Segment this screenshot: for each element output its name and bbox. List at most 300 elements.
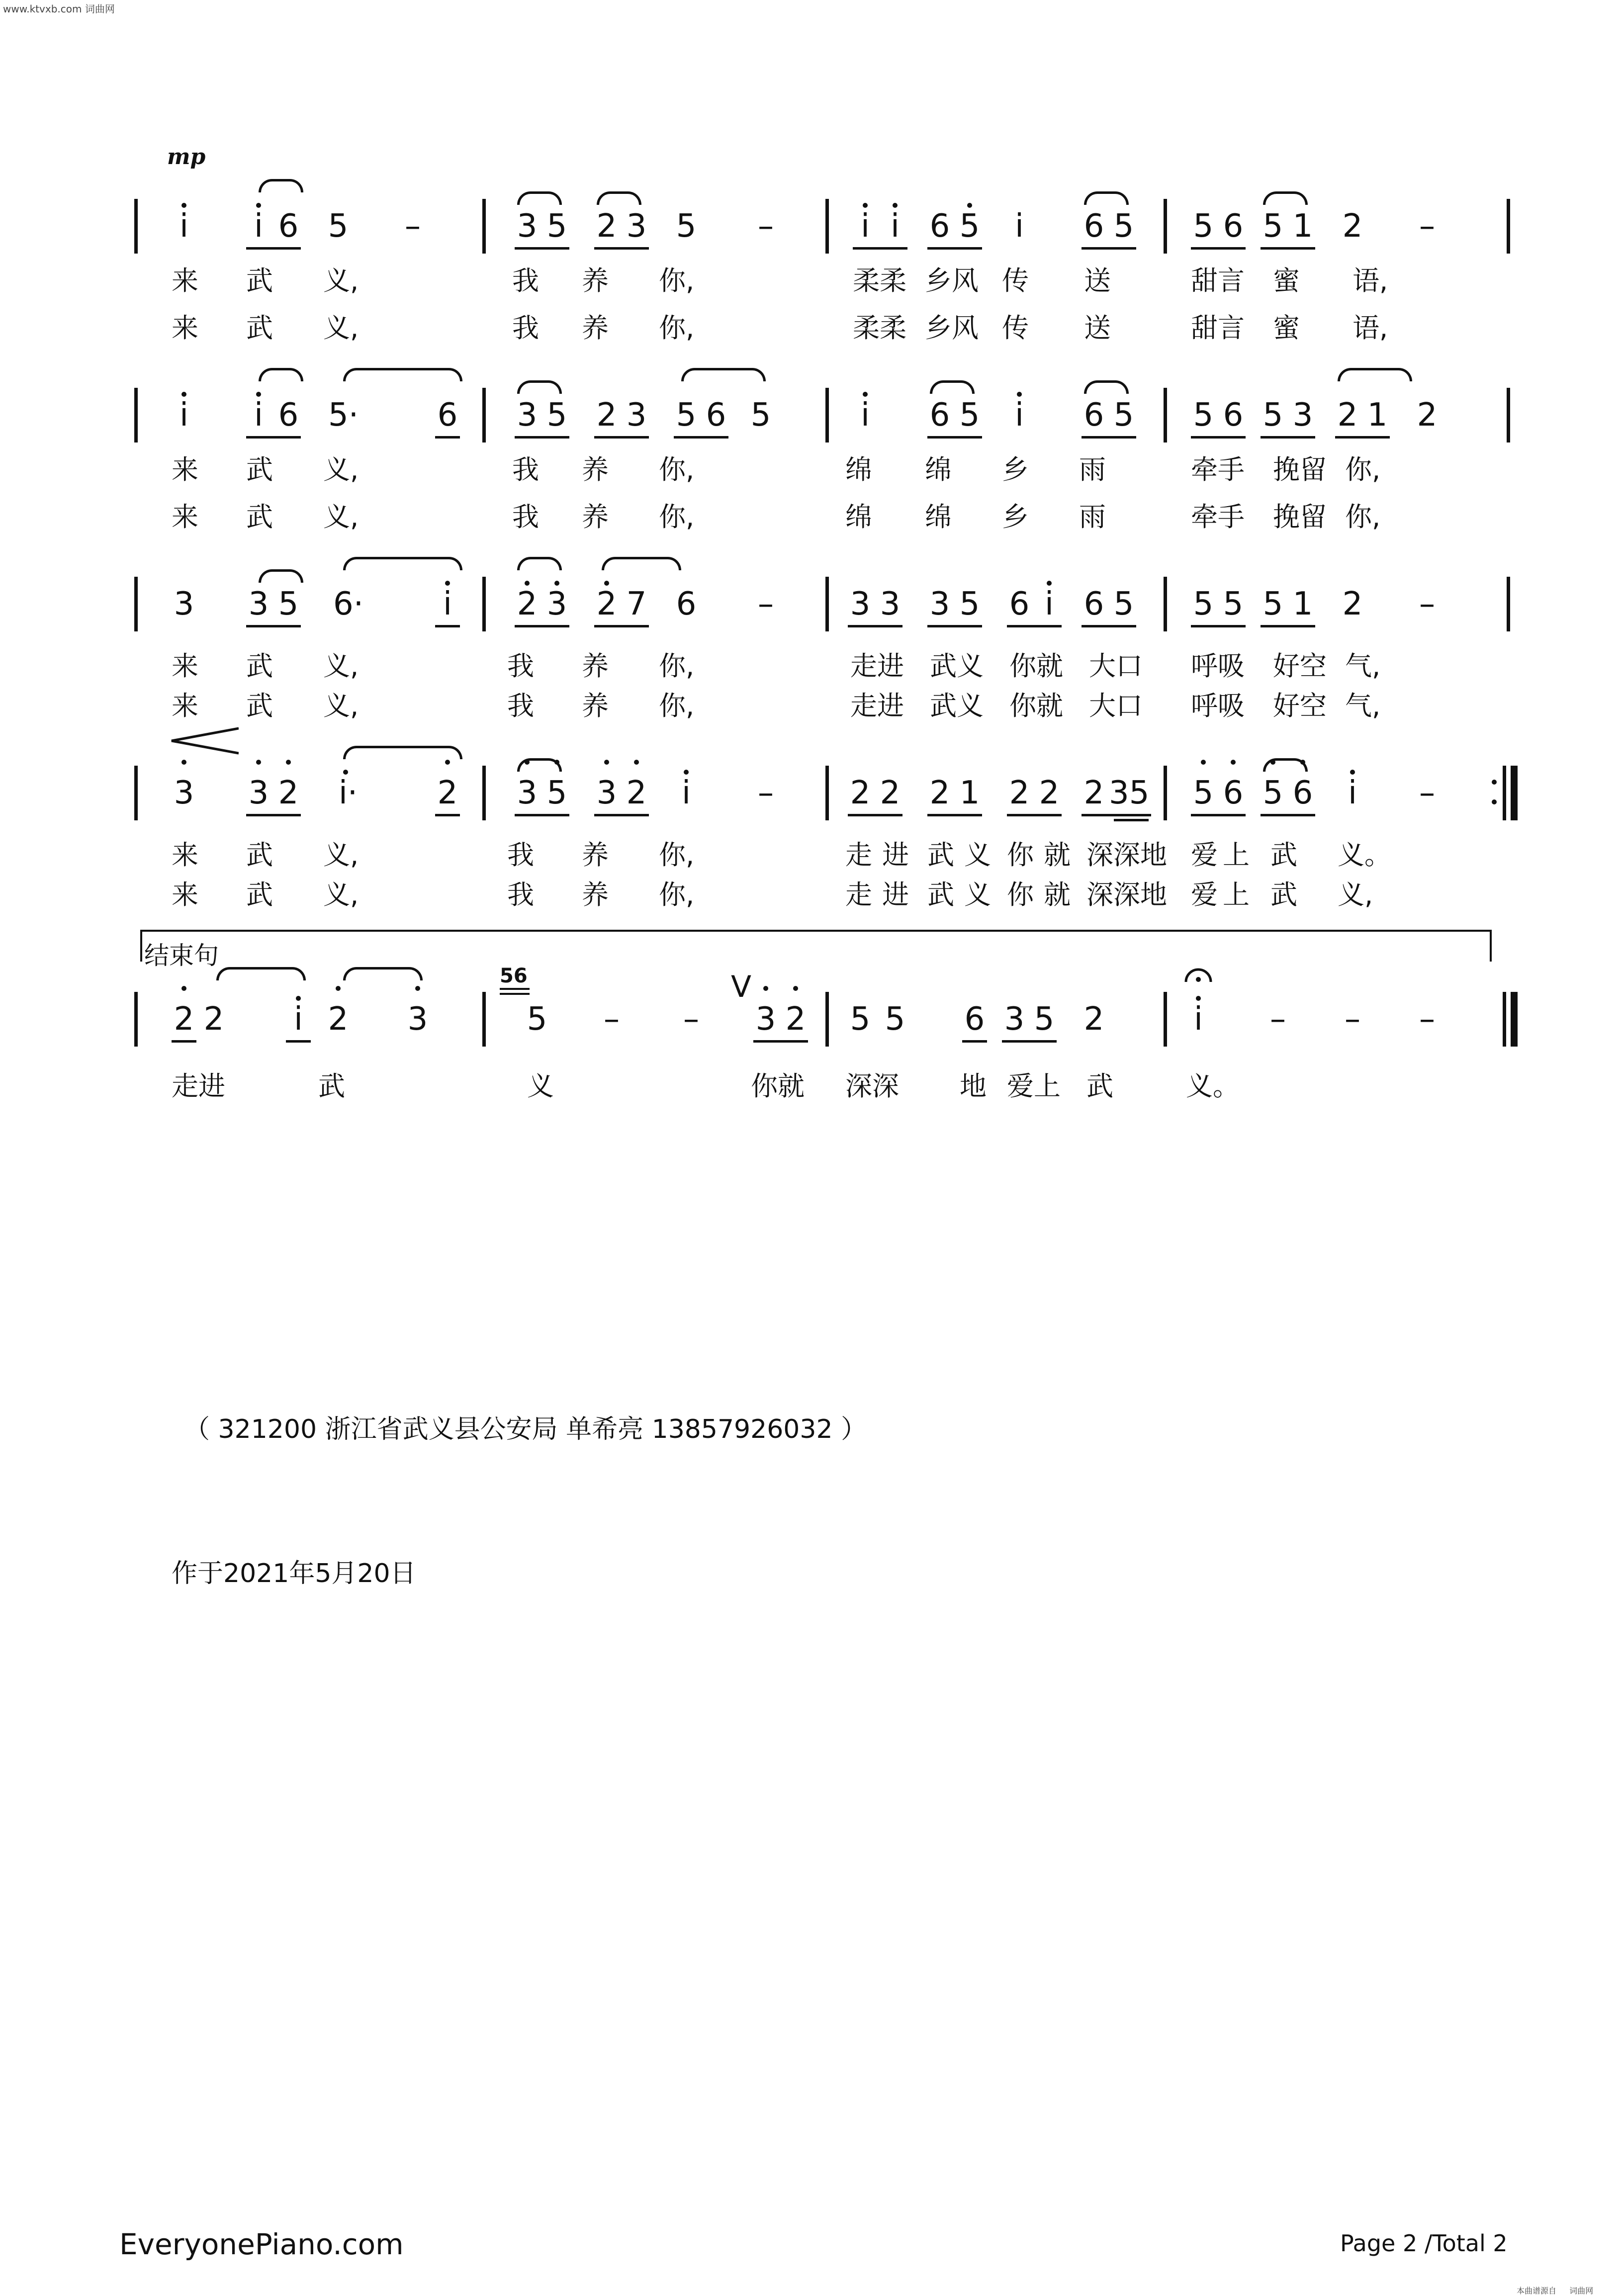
note: 3 xyxy=(248,586,269,622)
lyric: 爱上 xyxy=(1191,879,1255,910)
note: 5 xyxy=(328,208,349,245)
lyric: 义 xyxy=(527,1070,554,1102)
note: i xyxy=(180,208,188,245)
low-dot xyxy=(336,986,341,991)
ending-label: 结束句 xyxy=(144,941,219,970)
underline xyxy=(1191,436,1246,439)
high-dot xyxy=(1350,770,1355,775)
note: 2 xyxy=(174,1001,194,1038)
lyric: 雨 xyxy=(1079,454,1106,485)
lyric: 武义 xyxy=(927,839,1001,871)
note: 5 xyxy=(1193,586,1214,622)
low-dot xyxy=(1201,760,1206,765)
lyric: 语, xyxy=(1352,312,1388,344)
lyric: 牵手 xyxy=(1191,454,1245,485)
lyric: 地 xyxy=(960,1070,987,1102)
note: 5 xyxy=(959,586,980,622)
lyric: 绵 xyxy=(845,454,872,485)
note: 5 xyxy=(1223,586,1244,622)
lyric: 走进 xyxy=(850,690,904,721)
underline xyxy=(962,1040,987,1043)
underline xyxy=(594,814,649,816)
note: 2 xyxy=(1342,208,1363,245)
note: 5· xyxy=(328,397,359,434)
note: 3 xyxy=(596,775,617,811)
underline xyxy=(515,814,569,816)
lyric: 义。 xyxy=(1338,839,1391,871)
lyric: 我 xyxy=(512,312,539,344)
lyric: 柔柔 xyxy=(853,312,906,344)
slur xyxy=(259,368,303,381)
note: 6 xyxy=(278,397,299,434)
note: 2 xyxy=(929,775,950,811)
lyric: 我 xyxy=(507,879,534,910)
lyric: 好空 xyxy=(1273,690,1327,721)
note: 2 xyxy=(785,1001,806,1038)
notes-row-2 xyxy=(134,388,1517,447)
lyric: 爱上 xyxy=(1007,1070,1061,1102)
slur xyxy=(517,380,562,394)
high-dot xyxy=(684,770,689,775)
lyric: 你, xyxy=(659,879,695,910)
underline xyxy=(1082,436,1136,439)
high-dot xyxy=(181,203,186,208)
lyrics-row-5-line-1 xyxy=(0,1069,1623,1104)
note: 6 xyxy=(278,208,299,245)
low-dot xyxy=(763,986,768,991)
low-dot xyxy=(181,986,186,991)
note: 2 xyxy=(596,586,617,622)
note: 5 xyxy=(1113,586,1134,622)
underline xyxy=(515,625,569,627)
notes-row-4 xyxy=(134,766,1517,825)
note: 3 xyxy=(517,775,538,811)
note: 1 xyxy=(1367,397,1388,434)
slur xyxy=(1263,758,1308,772)
lyric: 你, xyxy=(659,454,695,485)
underline xyxy=(435,436,460,439)
low-dot xyxy=(181,760,186,765)
high-dot xyxy=(525,581,530,586)
lyric: 养 xyxy=(582,312,609,344)
note: 6 xyxy=(1223,397,1244,434)
lyric: 你, xyxy=(659,312,695,344)
high-dot xyxy=(181,392,186,397)
note: i xyxy=(1015,208,1024,245)
note: 3 xyxy=(755,1001,776,1038)
high-dot xyxy=(296,996,301,1001)
date-note: 作于2021年5月20日 xyxy=(172,1559,416,1589)
notes-row-3 xyxy=(134,577,1517,636)
note: 3 xyxy=(626,208,647,245)
underline xyxy=(853,247,907,250)
underline xyxy=(1261,625,1315,627)
underline xyxy=(246,436,301,439)
note: 5 xyxy=(1262,397,1283,434)
note: i xyxy=(180,397,188,434)
note: 2 xyxy=(596,208,617,245)
lyric: 绵 xyxy=(925,454,952,485)
low-dot xyxy=(1231,760,1236,765)
lyric: 你就 xyxy=(1007,839,1081,871)
note: 2 xyxy=(1083,1001,1104,1038)
lyric: 爱上 xyxy=(1191,839,1255,871)
lyric: 你, xyxy=(659,501,695,532)
underline xyxy=(848,814,902,816)
lyric: 来 xyxy=(172,312,198,344)
lyric: 你就 xyxy=(1009,650,1063,682)
lyric: 走进 xyxy=(172,1070,225,1102)
lyrics-row-2-line-1 xyxy=(0,452,1623,487)
lyric: 传 xyxy=(1002,265,1029,296)
note: 6 xyxy=(964,1001,985,1038)
high-dot xyxy=(256,392,261,397)
note: 6 xyxy=(706,397,726,434)
lyric: 来 xyxy=(172,265,198,296)
note: 2 xyxy=(626,775,647,811)
note: 6 xyxy=(676,586,697,622)
note: 6 xyxy=(437,397,458,434)
lyrics-row-4-line-1 xyxy=(0,838,1623,873)
low-dot xyxy=(793,986,798,991)
note: 5 xyxy=(546,397,567,434)
note: 5 xyxy=(1113,397,1134,434)
lyric: 走进 xyxy=(845,879,919,910)
note: 5 xyxy=(885,1001,905,1038)
note: 5 xyxy=(527,1001,547,1038)
high-dot xyxy=(863,203,868,208)
underline xyxy=(1007,625,1062,627)
underline xyxy=(594,247,649,250)
note: – xyxy=(758,586,774,622)
slur xyxy=(681,368,766,381)
underline xyxy=(246,247,301,250)
lyric: 绵 xyxy=(925,501,952,532)
note: 3 xyxy=(174,775,194,811)
lyric: 深深地 xyxy=(1086,879,1167,910)
lyric: 呼吸 xyxy=(1191,650,1245,682)
lyric: 武 xyxy=(246,650,273,682)
underline xyxy=(927,436,982,439)
note: 1 xyxy=(1292,586,1313,622)
underline xyxy=(246,814,301,816)
lyric: 我 xyxy=(507,839,534,871)
grace-underline xyxy=(500,993,530,995)
note: 2 xyxy=(1009,775,1030,811)
note: 5 xyxy=(676,208,697,245)
lyric: 我 xyxy=(512,265,539,296)
lyric: 柔柔 xyxy=(853,265,906,296)
lyric: 你就 xyxy=(1009,690,1063,721)
note: 5 xyxy=(1193,208,1214,245)
note: 5 xyxy=(676,397,697,434)
breath-mark: V xyxy=(731,970,752,1004)
lyric: 传 xyxy=(1002,312,1029,344)
note: 3 xyxy=(850,586,871,622)
high-dot xyxy=(604,581,609,586)
lyric: 大口 xyxy=(1089,650,1143,682)
underline xyxy=(1191,814,1246,816)
note: 6 xyxy=(1009,586,1030,622)
underline xyxy=(1002,1040,1057,1043)
note: 3 xyxy=(546,586,567,622)
slur xyxy=(1338,368,1412,381)
lyric: 义, xyxy=(323,454,359,485)
lyric: 武 xyxy=(246,501,273,532)
note: – xyxy=(1419,208,1435,245)
lyric: 送 xyxy=(1084,265,1111,296)
underline xyxy=(435,814,460,816)
decrescendo-hairpin xyxy=(169,726,239,756)
note: 5 xyxy=(850,1001,871,1038)
grace-notes: 56 xyxy=(500,965,528,987)
high-dot xyxy=(863,392,868,397)
slur xyxy=(1084,191,1129,205)
note: 1 xyxy=(959,775,980,811)
fermata-icon xyxy=(1183,965,1213,984)
lyric: 气, xyxy=(1345,650,1381,682)
lyric: 武 xyxy=(246,454,273,485)
lyric: 义, xyxy=(323,501,359,532)
slur xyxy=(343,557,462,570)
lyric: 蜜 xyxy=(1273,265,1300,296)
underline xyxy=(1114,819,1149,821)
note: 5 xyxy=(546,208,567,245)
note: 3 xyxy=(929,586,950,622)
low-dot xyxy=(256,760,261,765)
lyric: 乡风 xyxy=(925,312,979,344)
slur xyxy=(343,746,462,759)
lyric: 我 xyxy=(507,690,534,721)
high-dot xyxy=(445,581,450,586)
lyric: 养 xyxy=(582,265,609,296)
lyric: 我 xyxy=(507,650,534,682)
note: 5 xyxy=(750,397,771,434)
lyric: 你, xyxy=(659,839,695,871)
note: 1 xyxy=(1292,208,1313,245)
underline xyxy=(246,625,301,627)
lyric: 养 xyxy=(582,501,609,532)
lyric: 义, xyxy=(323,879,359,910)
note: 5 xyxy=(278,586,299,622)
grace-underline xyxy=(500,988,530,990)
high-dot xyxy=(1196,996,1201,1001)
note: – xyxy=(758,208,774,245)
note: 5 xyxy=(1193,775,1214,811)
note: 5 xyxy=(959,208,980,245)
slur xyxy=(343,368,462,381)
note: 2 xyxy=(1417,397,1438,434)
lyric: 武 xyxy=(246,879,273,910)
lyric: 武 xyxy=(246,265,273,296)
lyric: 养 xyxy=(582,454,609,485)
lyric: 养 xyxy=(582,650,609,682)
slur xyxy=(930,380,975,394)
lyric: 义。 xyxy=(1186,1070,1240,1102)
note: 6 xyxy=(1292,775,1313,811)
underline xyxy=(594,436,649,439)
lyric: 乡风 xyxy=(925,265,979,296)
lyric: 义, xyxy=(323,690,359,721)
slur xyxy=(216,967,306,980)
underline xyxy=(1335,436,1390,439)
low-dot xyxy=(634,760,639,765)
notes-row-5 xyxy=(134,965,1517,1052)
lyric: 你就 xyxy=(751,1070,805,1102)
high-dot xyxy=(343,770,348,775)
note: 2 xyxy=(1039,775,1060,811)
note: 6 xyxy=(1223,775,1244,811)
note: 5 xyxy=(546,775,567,811)
lyric: 你, xyxy=(659,650,695,682)
lyric: 武 xyxy=(246,312,273,344)
lyric: 挽留 xyxy=(1273,454,1327,485)
brand-footer: EveryonePiano.com xyxy=(119,2227,404,2261)
note: 5 xyxy=(1262,208,1283,245)
note: – xyxy=(1270,1001,1286,1038)
note: 3 xyxy=(626,397,647,434)
low-dot xyxy=(415,986,420,991)
page-indicator: Page 2 /Total 2 xyxy=(1340,2230,1508,2257)
note: – xyxy=(405,208,421,245)
note: 6 xyxy=(929,208,950,245)
note: 5 xyxy=(1262,775,1283,811)
note: 2 xyxy=(880,775,901,811)
lyric: 挽留 xyxy=(1273,501,1327,532)
corner-watermark: 本曲谱源自 词曲网 xyxy=(1517,2286,1594,2296)
underline xyxy=(1191,247,1246,250)
slur xyxy=(1084,380,1129,394)
lyric: 义, xyxy=(323,650,359,682)
lyric: 来 xyxy=(172,650,198,682)
lyric: 武义 xyxy=(930,690,984,721)
lyric: 你, xyxy=(659,265,695,296)
lyric: 义, xyxy=(323,265,359,296)
lyric: 呼吸 xyxy=(1191,690,1245,721)
underline xyxy=(927,814,982,816)
note: 3 xyxy=(880,586,901,622)
underline xyxy=(927,247,982,250)
note: 2 xyxy=(517,586,538,622)
underline xyxy=(594,625,649,627)
note: 2 xyxy=(1337,397,1358,434)
note: 6 xyxy=(1083,397,1104,434)
lyric: 你, xyxy=(659,690,695,721)
note: 6 xyxy=(1083,586,1104,622)
lyric: 气, xyxy=(1345,690,1381,721)
lyric: 来 xyxy=(172,839,198,871)
underline xyxy=(1082,625,1136,627)
note: i xyxy=(1045,586,1054,622)
note: i xyxy=(294,1001,303,1038)
lyric: 你, xyxy=(1345,454,1381,485)
note: i· xyxy=(338,775,358,811)
lyric: 乡 xyxy=(1002,501,1029,532)
lyric: 武 xyxy=(1270,839,1297,871)
underline xyxy=(1082,814,1151,816)
note: 35 xyxy=(1109,775,1150,811)
lyrics-row-1-line-2 xyxy=(0,311,1623,346)
lyric: 养 xyxy=(582,839,609,871)
note: 7 xyxy=(626,586,647,622)
underline xyxy=(515,247,569,250)
address-note: （ 321200 浙江省武义县公安局 单希亮 13857926032 ） xyxy=(184,1414,867,1444)
note: 5 xyxy=(1193,397,1214,434)
note: 5 xyxy=(959,397,980,434)
note: 3 xyxy=(1004,1001,1025,1038)
underline xyxy=(1007,814,1062,816)
note: 3 xyxy=(174,586,194,622)
note: i xyxy=(443,586,452,622)
note: 3 xyxy=(517,397,538,434)
slur xyxy=(602,557,681,570)
note: 6 xyxy=(929,397,950,434)
lyric: 语, xyxy=(1352,265,1388,296)
lyric: 养 xyxy=(582,690,609,721)
lyric: 武 xyxy=(246,690,273,721)
note: i xyxy=(1194,1001,1203,1038)
lyric: 乡 xyxy=(1002,454,1029,485)
lyric: 武义 xyxy=(927,879,1001,910)
underline xyxy=(515,436,569,439)
lyric: 义, xyxy=(1338,879,1373,910)
note: 2 xyxy=(437,775,458,811)
note: i xyxy=(1348,775,1357,811)
low-dot xyxy=(445,760,450,765)
lyric: 养 xyxy=(582,879,609,910)
underline xyxy=(435,625,460,627)
high-dot xyxy=(256,203,261,208)
underline xyxy=(1191,625,1246,627)
note: 3 xyxy=(1292,397,1313,434)
note: i xyxy=(861,397,870,434)
lyrics-row-2-line-2 xyxy=(0,500,1623,534)
lyric: 义, xyxy=(323,312,359,344)
note: – xyxy=(1419,586,1435,622)
note: 2 xyxy=(1083,775,1104,811)
lyric: 你, xyxy=(1345,501,1381,532)
lyric: 走进 xyxy=(845,839,919,871)
slur xyxy=(259,569,303,583)
underline xyxy=(1261,814,1315,816)
lyric: 武 xyxy=(318,1070,345,1102)
note: – xyxy=(758,775,774,811)
lyric: 武 xyxy=(246,839,273,871)
underline xyxy=(1261,436,1315,439)
note: – xyxy=(683,1001,699,1038)
high-dot xyxy=(1017,392,1022,397)
notes-row-1 xyxy=(134,199,1517,259)
lyric: 深深 xyxy=(845,1070,899,1102)
lyric: 来 xyxy=(172,454,198,485)
lyric: 大口 xyxy=(1089,690,1143,721)
lyric: 武 xyxy=(1086,1070,1113,1102)
lyrics-row-1-line-1 xyxy=(0,264,1623,298)
lyric: 好空 xyxy=(1273,650,1327,682)
lyric: 武义 xyxy=(930,650,984,682)
high-dot xyxy=(893,203,898,208)
lyrics-row-4-line-2 xyxy=(0,878,1623,912)
note: i xyxy=(1015,397,1024,434)
low-dot xyxy=(604,760,609,765)
lyric: 送 xyxy=(1084,312,1111,344)
slur xyxy=(517,557,562,570)
lyric: 我 xyxy=(512,501,539,532)
slur xyxy=(259,179,303,192)
underline xyxy=(753,1040,808,1043)
note: 2 xyxy=(203,1001,224,1038)
lyric: 甜言 xyxy=(1191,312,1245,344)
